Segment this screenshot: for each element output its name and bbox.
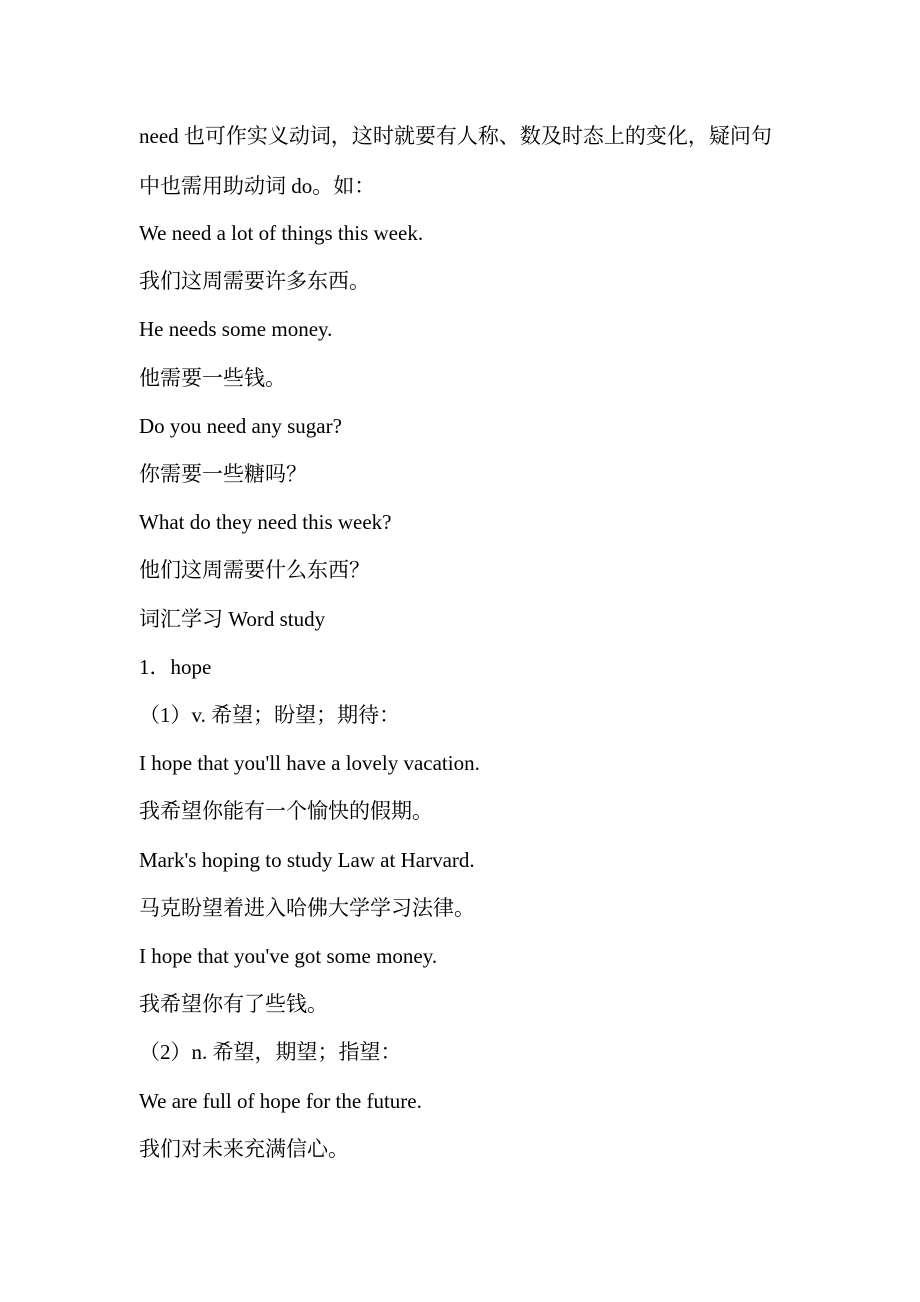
example-sentence-en: I hope that you'll have a lovely vacation. <box>139 751 480 775</box>
example-sentence-zh: 他们这周需要什么东西？ <box>139 558 370 582</box>
example-sentence-en: We are full of hope for the future. <box>139 1089 422 1113</box>
example-sentence-zh: 我希望你能有一个愉快的假期。 <box>139 799 433 823</box>
example-sentence-en: Do you need any sugar? <box>139 414 342 438</box>
vocab-entry-heading: 1．hope <box>139 655 212 679</box>
example-sentence-en: What do they need this week? <box>139 510 392 534</box>
paragraph-line-2: 中也需用助动词 do。如： <box>139 174 376 198</box>
example-sentence-en: I hope that you've got some money. <box>139 944 438 968</box>
example-sentence-zh: 马克盼望着进入哈佛大学学习法律。 <box>139 896 475 920</box>
example-sentence-en: We need a lot of things this week. <box>139 221 424 245</box>
example-sentence-zh: 我们这周需要许多东西。 <box>139 269 370 293</box>
definition-noun: （2）n. 希望，期望；指望： <box>139 1040 402 1064</box>
definition-verb: （1）v. 希望；盼望；期待： <box>139 703 401 727</box>
example-sentence-en: Mark's hoping to study Law at Harvard. <box>139 848 475 872</box>
example-sentence-zh: 你需要一些糖吗？ <box>139 462 307 486</box>
example-sentence-zh: 我希望你有了些钱。 <box>139 992 328 1016</box>
example-sentence-zh: 他需要一些钱。 <box>139 366 286 390</box>
example-sentence-en: He needs some money. <box>139 317 333 341</box>
section-heading: 词汇学习 Word study <box>139 607 326 631</box>
paragraph-line-1: need 也可作实义动词，这时就要有人称、数及时态上的变化，疑问句 <box>139 124 772 148</box>
example-sentence-zh: 我们对未来充满信心。 <box>139 1137 349 1161</box>
